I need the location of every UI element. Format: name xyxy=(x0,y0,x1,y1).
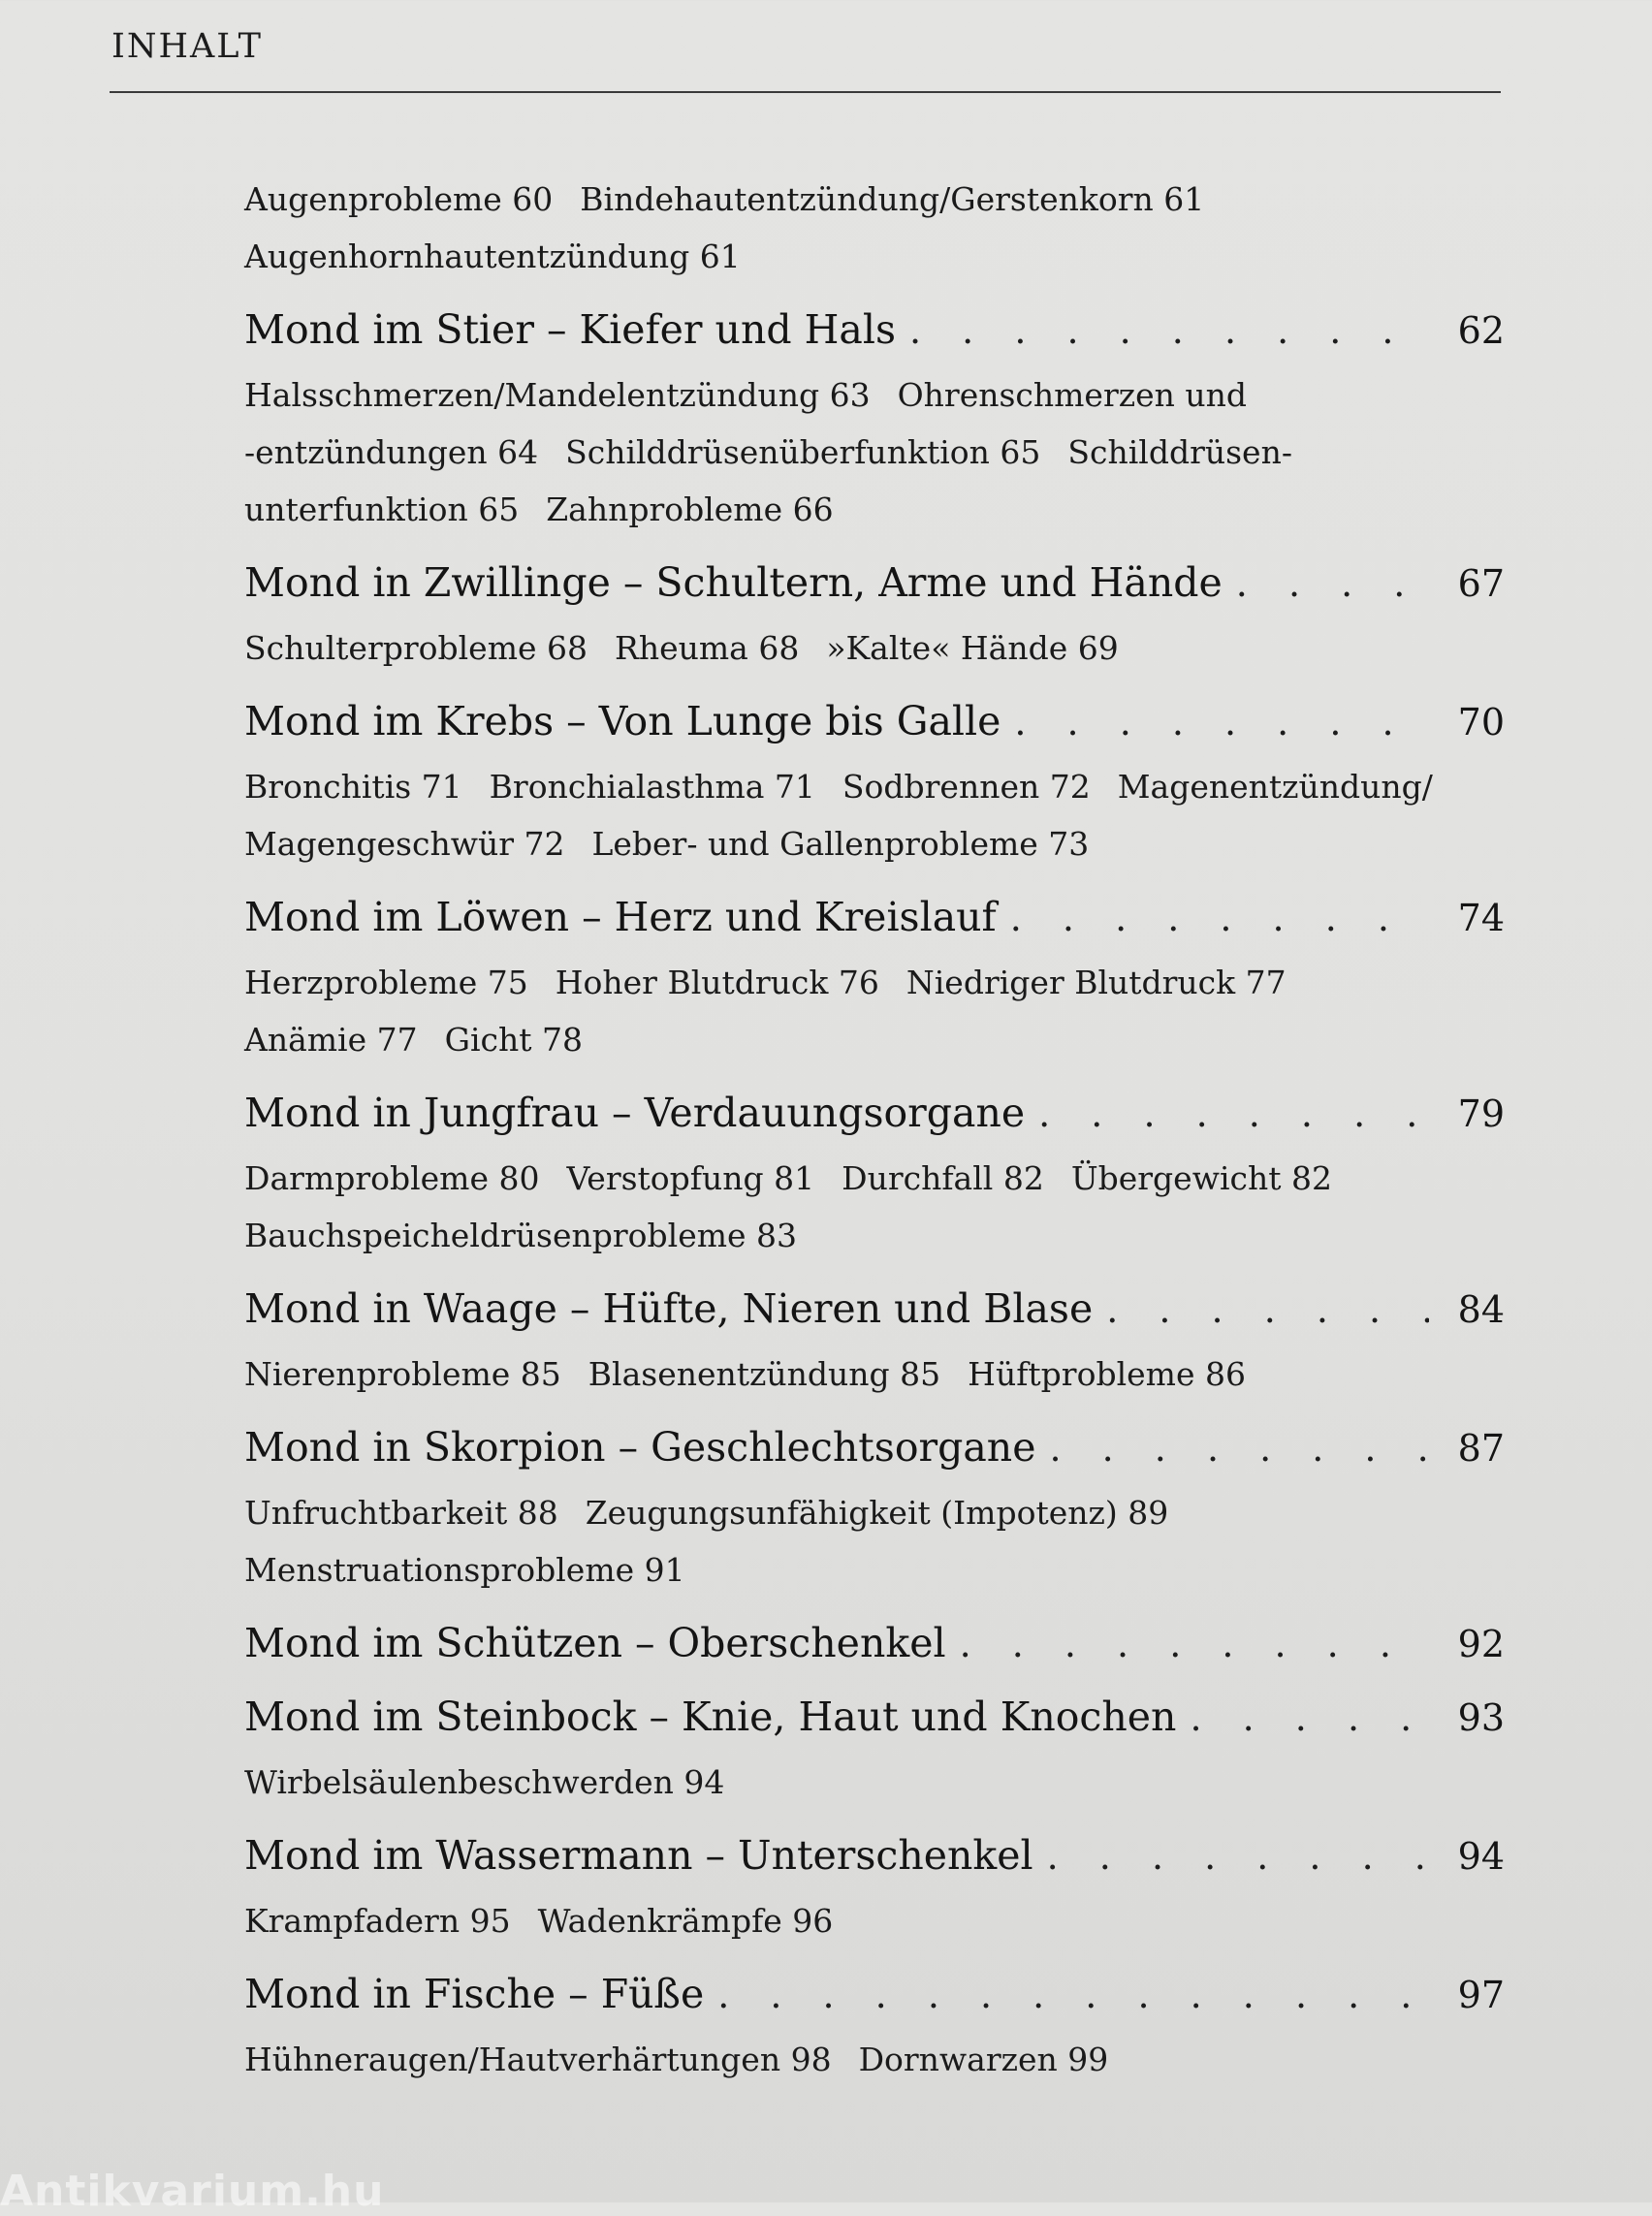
running-header: INHALT xyxy=(111,27,263,66)
subentry-line xyxy=(244,481,1446,538)
subentry-line xyxy=(244,171,1446,228)
subentry-item: Magengeschwür 72 xyxy=(244,825,565,863)
subentries xyxy=(244,1484,1446,1599)
subentry-item: Durchfall 82 xyxy=(842,1159,1044,1197)
page-number: 84 xyxy=(1457,1288,1505,1331)
subentry-item: Dornwarzen 99 xyxy=(858,2041,1109,2078)
chapter-title: Mond im Steinbock – Knie, Haut und Knochen xyxy=(244,1694,1177,1740)
dot-leader xyxy=(1025,1092,1429,1141)
subentry-item: Gicht 78 xyxy=(444,1021,584,1059)
dot-leader xyxy=(1035,1427,1429,1475)
chapter-title: Mond im Wassermann – Unterschenkel xyxy=(244,1832,1033,1879)
subentry-item: Krampfadern 95 xyxy=(244,1902,511,1940)
subentry-item: Rheuma 68 xyxy=(615,629,800,667)
toc-entry-heading xyxy=(244,1285,1505,1345)
subentries xyxy=(244,954,1446,1068)
subentry-line xyxy=(244,954,1446,1011)
subentry-item: Zeugungsunfähigkeit (Impotenz) 89 xyxy=(585,1494,1169,1532)
subentry-item: Wirbelsäulenbeschwerden 94 xyxy=(244,1763,725,1801)
toc-entry-heading xyxy=(244,1694,1505,1754)
subentry-item: Leber- und Gallenprobleme 73 xyxy=(591,825,1090,863)
chapter-title: Mond in Skorpion – Geschlechtsorgane xyxy=(244,1424,1036,1471)
subentry-line xyxy=(244,1345,1446,1403)
subentry-line xyxy=(244,366,1446,424)
toc-entry xyxy=(244,894,1505,1090)
page-number: 74 xyxy=(1457,897,1505,939)
subentry-item: Halsschmerzen/Mandelentzündung 63 xyxy=(244,376,871,414)
chapter-title: Mond im Löwen – Herz und Kreislauf xyxy=(244,894,997,940)
subentry-item: Unfruchtbarkeit 88 xyxy=(244,1494,558,1532)
toc-entry xyxy=(244,559,1505,698)
chapter-title: Mond in Waage – Hüfte, Nieren und Blase xyxy=(244,1285,1094,1332)
subentry-item: Verstopfung 81 xyxy=(566,1159,815,1197)
dot-leader xyxy=(1176,1696,1429,1745)
subentry-item: Sodbrennen 72 xyxy=(842,768,1091,806)
subentry-item: -entzündungen 64 xyxy=(244,433,539,471)
chapter-title: Mond im Krebs – Von Lunge bis Galle xyxy=(244,698,1001,744)
toc-entry-heading xyxy=(244,698,1505,758)
toc-entry xyxy=(244,1424,1505,1620)
subentry-line xyxy=(244,1207,1446,1264)
subentry-item: Bindehautentzündung/Gerstenkorn 61 xyxy=(580,180,1205,218)
chapter-title: Mond im Stier – Kiefer und Hals xyxy=(244,306,896,353)
page-number: 79 xyxy=(1457,1092,1505,1135)
subentry-item: Niedriger Blutdruck 77 xyxy=(905,964,1287,1001)
subentry-line xyxy=(244,619,1446,677)
subentry-item: Hühneraugen/Hautverhärtungen 98 xyxy=(244,2041,832,2078)
dot-leader xyxy=(1223,562,1429,611)
toc-entry xyxy=(244,1620,1505,1694)
subentry-item: Herzprobleme 75 xyxy=(244,964,528,1001)
subentry-item: Hoher Blutdruck 76 xyxy=(555,964,879,1001)
subentries xyxy=(244,619,1446,677)
subentry-item: Menstruationsprobleme 91 xyxy=(244,1551,685,1589)
toc-entry xyxy=(244,1832,1505,1971)
page-number: 87 xyxy=(1457,1427,1505,1470)
toc-entry xyxy=(244,1971,1505,2109)
chapter-title: Mond im Schützen – Oberschenkel xyxy=(244,1620,946,1666)
subentry-line xyxy=(244,758,1446,815)
subentry-item: Bronchialasthma 71 xyxy=(489,768,815,806)
page-number: 97 xyxy=(1457,1974,1505,2016)
subentry-line xyxy=(244,228,1446,285)
subentry-item: unterfunktion 65 xyxy=(244,491,520,528)
toc-entry-heading xyxy=(244,1620,1505,1680)
subentry-item: Schilddrüsenüberfunktion 65 xyxy=(565,433,1041,471)
dot-leader xyxy=(946,1623,1429,1671)
subentry-item: Augenprobleme 60 xyxy=(244,180,554,218)
page-number: 62 xyxy=(1457,309,1505,352)
toc-entry xyxy=(244,1090,1505,1285)
subentry-item: Augenhornhautentzündung 61 xyxy=(244,237,741,275)
page-number: 67 xyxy=(1457,562,1505,605)
subentry-item: Übergewicht 82 xyxy=(1070,1159,1332,1197)
toc-entry xyxy=(244,306,1505,559)
subentry-line xyxy=(244,1541,1446,1599)
subentry-item: Darmprobleme 80 xyxy=(244,1159,540,1197)
subentry-item: Zahnprobleme 66 xyxy=(546,491,834,528)
subentry-line xyxy=(244,1150,1446,1207)
subentries xyxy=(244,2031,1446,2088)
page-number: 93 xyxy=(1457,1696,1505,1739)
subentry-item: Ohrenschmerzen und xyxy=(897,376,1248,414)
intro-subentries xyxy=(244,171,1446,285)
dot-leader xyxy=(1033,1835,1429,1884)
subentries xyxy=(244,366,1446,538)
subentry-item: Anämie 77 xyxy=(244,1021,418,1059)
dot-leader xyxy=(997,897,1429,945)
chapter-title: Mond in Jungfrau – Verdauungsorgane xyxy=(244,1090,1026,1136)
toc-entry-heading xyxy=(244,306,1505,366)
chapter-title: Mond in Zwillinge – Schultern, Arme und Hände xyxy=(244,559,1223,606)
subentry-item: Bauchspeicheldrüsenprobleme 83 xyxy=(244,1217,798,1254)
subentry-item: Schilddrüsen- xyxy=(1067,433,1292,471)
subentries xyxy=(244,1150,1446,1264)
subentry-line xyxy=(244,1011,1446,1068)
subentries xyxy=(244,758,1446,872)
toc-entry-heading xyxy=(244,1424,1505,1484)
toc-entry-heading xyxy=(244,1971,1505,2031)
subentries xyxy=(244,1345,1446,1403)
subentry-item: Schulterprobleme 68 xyxy=(244,629,588,667)
subentry-line xyxy=(244,815,1446,872)
subentry-item: Magenentzündung/ xyxy=(1117,768,1433,806)
header-rule xyxy=(110,91,1501,93)
subentry-item: Wadenkrämpfe 96 xyxy=(537,1902,834,1940)
watermark: Antikvarium.hu xyxy=(0,2167,385,2216)
subentry-line xyxy=(244,2031,1446,2088)
subentry-line xyxy=(244,424,1446,481)
dot-leader xyxy=(704,1974,1429,2022)
subentry-item: »Kalte« Hände 69 xyxy=(826,629,1119,667)
toc-entry-heading xyxy=(244,1090,1505,1150)
chapter-title: Mond in Fische – Füße xyxy=(244,1971,705,2017)
toc-entry xyxy=(244,1694,1505,1832)
subentry-item: Blasenentzündung 85 xyxy=(588,1355,941,1393)
subentry-line xyxy=(244,1754,1446,1811)
toc-entry xyxy=(244,1285,1505,1424)
page-number: 92 xyxy=(1457,1623,1505,1665)
subentry-line xyxy=(244,1484,1446,1541)
toc-entry-heading xyxy=(244,1832,1505,1892)
subentry-item: Bronchitis 71 xyxy=(244,768,462,806)
subentry-item: Nierenprobleme 85 xyxy=(244,1355,561,1393)
subentries xyxy=(244,1754,1446,1811)
toc-entry-heading xyxy=(244,894,1505,954)
page-number: 70 xyxy=(1457,701,1505,744)
table-of-contents xyxy=(244,171,1505,2109)
dot-leader xyxy=(1001,701,1429,749)
dot-leader xyxy=(1093,1288,1429,1337)
subentry-line xyxy=(244,1892,1446,1949)
subentry-item: Hüftprobleme 86 xyxy=(968,1355,1246,1393)
subentries xyxy=(244,1892,1446,1949)
toc-entry xyxy=(244,698,1505,894)
dot-leader xyxy=(896,309,1429,358)
toc-entry-heading xyxy=(244,559,1505,619)
page-number: 94 xyxy=(1457,1835,1505,1878)
